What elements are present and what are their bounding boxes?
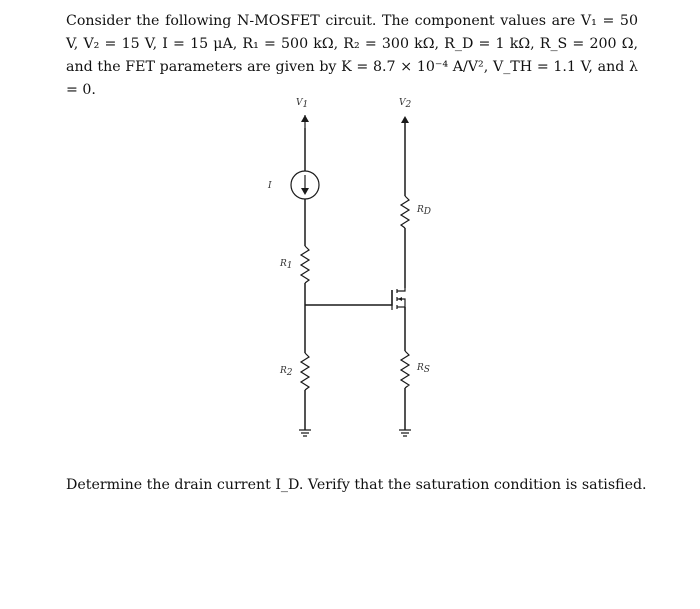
circuit-diagram xyxy=(250,88,450,448)
mosfet-icon xyxy=(392,288,405,310)
rs-label: RS xyxy=(417,363,430,375)
wire-gate xyxy=(305,290,392,305)
r2-resistor xyxy=(301,353,309,390)
ground-icon-right xyxy=(399,430,411,436)
rd-label: RD xyxy=(417,205,431,217)
current-source-icon xyxy=(291,171,319,199)
v1-label: V1 xyxy=(296,98,309,110)
ground-icon-left xyxy=(299,430,311,436)
v1-supply-arrow xyxy=(301,115,309,128)
v2-label: V2 xyxy=(399,98,412,110)
rs-resistor xyxy=(401,351,409,388)
problem-text: Consider the following N-MOSFET circuit. The component values are V₁ = 50 V, V₂ = 15 V, I = 15 μA, R₁ = 500 kΩ, R₂ = 300 kΩ, R_D = 1 kΩ, R_S = 200 Ω, and the FET parameters are given by K = 8.7 × 10⁻⁴ A/V², V_TH = 1.1 V, and λ = 0. xyxy=(66,13,638,98)
r2-label: R2 xyxy=(280,366,293,378)
v2-supply-arrow xyxy=(401,116,409,123)
question-text: Determine the drain current I_D. Verify that the saturation condition is satisfied. xyxy=(66,477,647,493)
current-source-label: I xyxy=(268,181,272,191)
rd-resistor xyxy=(401,196,409,228)
r1-label: R1 xyxy=(280,259,293,271)
question xyxy=(66,474,666,496)
r1-resistor xyxy=(301,246,309,283)
